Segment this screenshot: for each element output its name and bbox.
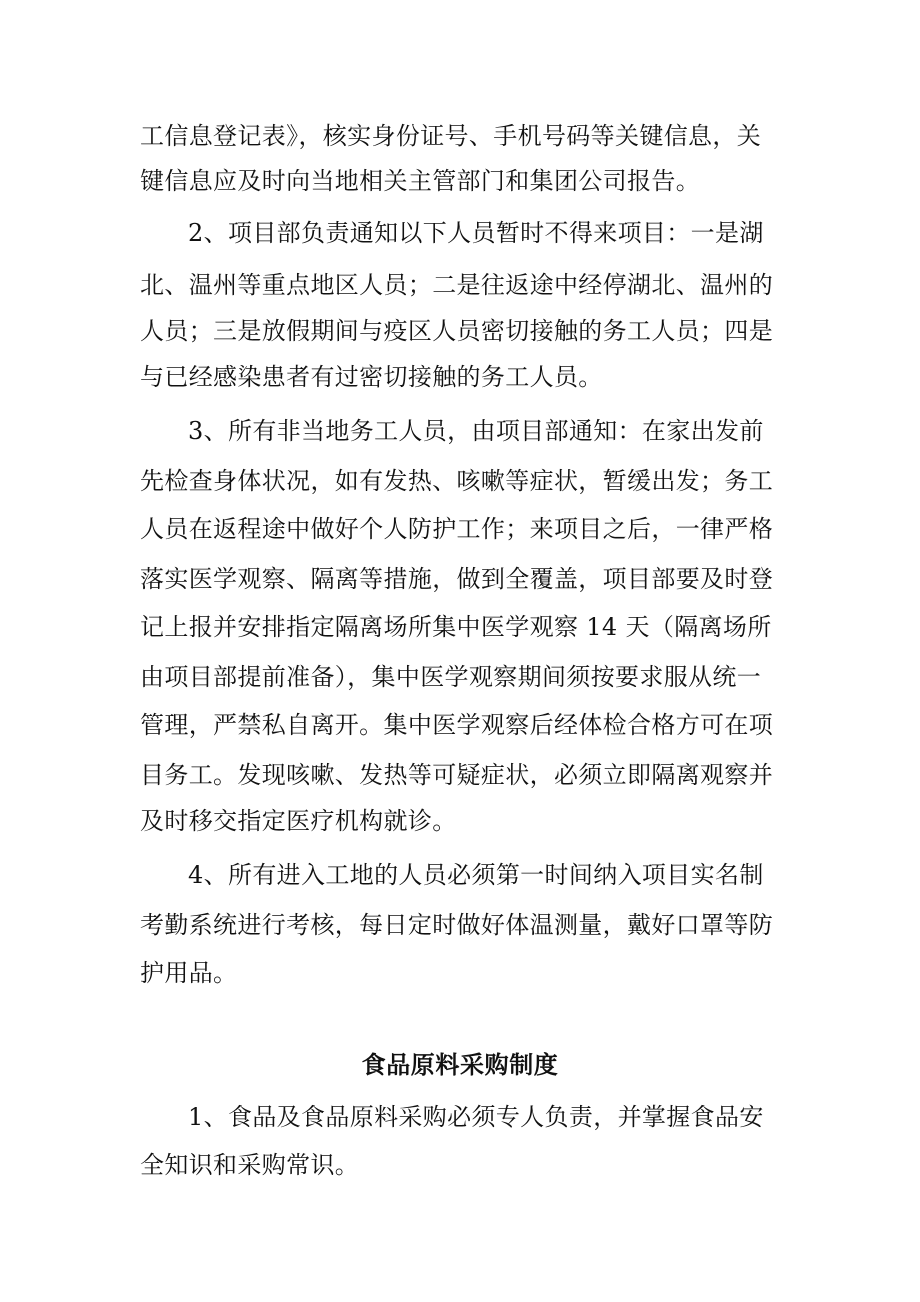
paragraph-line: 工信息登记表》，核实身份证号、手机号码等关键信息，关 <box>140 122 762 150</box>
paragraph-line: 2、项目部负责通知以下人员暂时不得来项目：一是湖 <box>188 219 764 247</box>
paragraph-line: 考勤系统进行考核，每日定时做好体温测量，戴好口罩等防 <box>140 911 774 939</box>
section-heading: 食品原料采购制度 <box>361 1051 559 1079</box>
paragraph-line: 全知识和采购常识。 <box>140 1151 360 1179</box>
paragraph-line: 人员；三是放假期间与疫区人员密切接触的务工人员；四是 <box>140 317 774 345</box>
paragraph-line: 先检查身体状况，如有发热、咳嗽等症状，暂缓出发；务工 <box>140 467 774 495</box>
paragraph-line: 由项目部提前准备），集中医学观察期间须按要求服从统一 <box>140 663 762 691</box>
paragraph-line: 及时移交指定医疗机构就诊。 <box>140 807 457 835</box>
paragraph-line: 人员在返程途中做好个人防护工作；来项目之后，一律严格 <box>140 515 774 543</box>
paragraph-line: 键信息应及时向当地相关主管部门和集团公司报告。 <box>140 167 701 195</box>
paragraph-line: 记上报并安排指定隔离场所集中医学观察 14 天（隔离场所 <box>140 613 772 641</box>
paragraph-line: 3、所有非当地务工人员，由项目部通知：在家出发前 <box>188 417 764 445</box>
paragraph-line: 护用品。 <box>140 959 238 987</box>
paragraph-line: 1、食品及食品原料采购必须专人负责，并掌握食品安 <box>188 1103 764 1131</box>
paragraph-line: 4、所有进入工地的人员必须第一时间纳入项目实名制 <box>188 861 764 889</box>
paragraph-line: 目务工。发现咳嗽、发热等可疑症状，必须立即隔离观察并 <box>140 761 774 789</box>
paragraph-line: 落实医学观察、隔离等措施，做到全覆盖，项目部要及时登 <box>140 565 774 593</box>
paragraph-line: 北、温州等重点地区人员；二是往返途中经停湖北、温州的 <box>140 271 774 299</box>
paragraph-line: 管理，严禁私自离开。集中医学观察后经体检合格方可在项 <box>140 711 774 739</box>
paragraph-line: 与已经感染患者有过密切接触的务工人员。 <box>140 363 603 391</box>
